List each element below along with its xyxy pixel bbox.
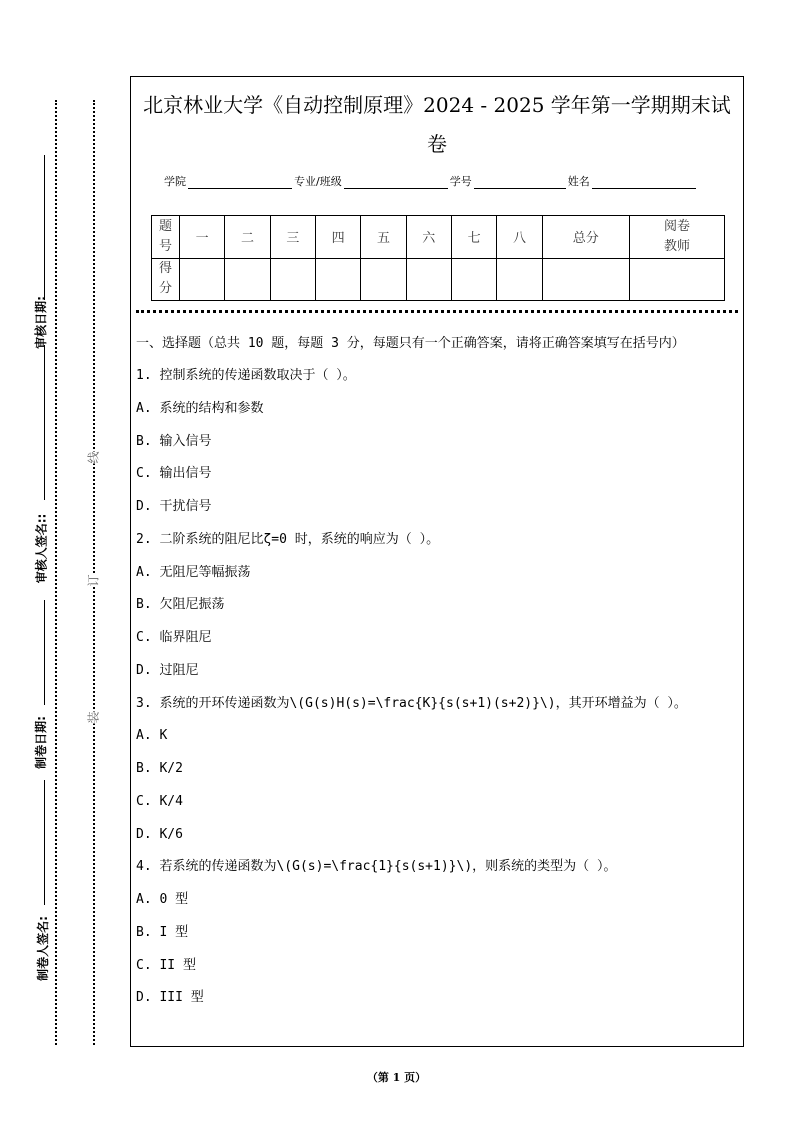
major-class-field[interactable] <box>344 175 448 189</box>
question-number-label: 题 号 <box>152 216 180 259</box>
col-1: 一 <box>180 216 225 259</box>
reviewer-signature-label: 审核人签名:: <box>34 513 49 584</box>
col-3: 三 <box>270 216 315 259</box>
answer-option: B. K/2 <box>136 761 183 776</box>
score-cell[interactable] <box>180 258 225 301</box>
col-8: 八 <box>497 216 542 259</box>
section-heading: 一、选择题（总共 10 题，每题 3 分，每题只有一个正确答案，请将正确答案填写在括号内） <box>136 336 685 351</box>
score-cell[interactable] <box>630 258 725 301</box>
col-2: 二 <box>225 216 270 259</box>
score-cell[interactable] <box>225 258 270 301</box>
score-cell[interactable] <box>497 258 542 301</box>
answer-option: A. K <box>136 728 168 744</box>
dotted-separator <box>136 310 738 313</box>
answer-option: A. 系统的结构和参数 <box>136 400 264 416</box>
col-4: 四 <box>315 216 360 259</box>
reviewer-signature-line <box>44 345 45 500</box>
answer-option: B. I 型 <box>136 924 189 940</box>
question-stem: 1. 控制系统的传递函数取决于（ ）。 <box>136 368 356 383</box>
name-label: 姓名 <box>567 175 590 188</box>
col-5: 五 <box>361 216 406 259</box>
student-id-label: 学号 <box>449 175 472 188</box>
answer-option: B. 输入信号 <box>136 433 212 449</box>
college-label: 学院 <box>164 175 186 188</box>
col-6: 六 <box>406 216 451 259</box>
score-cell[interactable] <box>406 258 451 301</box>
answer-option: A. 无阻尼等幅振荡 <box>136 564 251 580</box>
score-cell[interactable] <box>361 258 406 301</box>
question-stem: 4. 若系统的传递函数为\(G(s)=\frac{1}{s(s+1)}\)，则系统的类型为（ ）。 <box>136 859 617 875</box>
answer-option: C. K/4 <box>136 793 183 809</box>
name-field[interactable] <box>592 175 696 189</box>
review-date-label: 审核日期: <box>33 296 48 349</box>
student-info-row <box>164 173 698 189</box>
score-table-score-row <box>152 258 725 301</box>
student-id-field[interactable] <box>474 175 566 189</box>
preparer-signature-line <box>44 780 45 905</box>
score-table <box>151 215 725 301</box>
answer-option: D. 过阻尼 <box>136 662 199 678</box>
preparer-signature-label: 制卷人签名: <box>35 916 50 981</box>
answer-option: D. III 型 <box>136 990 204 1006</box>
answer-option: D. K/6 <box>136 826 183 842</box>
col-total: 总分 <box>542 216 629 259</box>
score-cell[interactable] <box>315 258 360 301</box>
score-cell[interactable] <box>451 258 496 301</box>
col-7: 七 <box>451 216 496 259</box>
score-cell[interactable] <box>270 258 315 301</box>
seal-char-bind: 订 <box>83 574 104 586</box>
college-field[interactable] <box>188 175 292 189</box>
answer-option: C. II 型 <box>136 957 196 973</box>
question-stem: 3. 系统的开环传递函数为\(G(s)H(s)=\frac{K}{s(s+1)(s+2)}\)，其开环增益为（ ）。 <box>136 695 687 711</box>
binding-dotted-line-inner <box>93 100 95 1045</box>
question-stem: 2. 二阶系统的阻尼比ζ=0 时，系统的响应为（ ）。 <box>136 531 440 547</box>
seal-char-line: 线 <box>83 451 104 463</box>
seal-char-mount: 装 <box>83 711 104 723</box>
prepare-date-label: 制卷日期: <box>33 716 48 769</box>
score-table-header-row <box>152 216 725 259</box>
prepare-date-line <box>44 600 45 705</box>
questions-section <box>136 333 740 1021</box>
binding-dotted-line-outer <box>55 100 57 1045</box>
exam-title-continued: 卷 <box>427 132 447 156</box>
review-date-line <box>44 155 45 300</box>
answer-option: D. 干扰信号 <box>136 499 212 514</box>
major-class-label: 专业/班级 <box>294 175 342 188</box>
score-label: 得 分 <box>152 258 180 301</box>
page-number: （第 1 页） <box>366 1071 427 1084</box>
score-cell[interactable] <box>542 258 629 301</box>
answer-option: C. 临界阻尼 <box>136 630 212 645</box>
question-list <box>136 366 740 1021</box>
answer-option: B. 欠阻尼振荡 <box>136 597 225 613</box>
answer-option: C. 输出信号 <box>136 466 212 482</box>
col-grader: 阅卷 教师 <box>630 216 725 259</box>
exam-title: 北京林业大学《自动控制原理》2024 - 2025 学年第一学期期末试 <box>143 93 731 117</box>
answer-option: A. 0 型 <box>136 892 189 907</box>
